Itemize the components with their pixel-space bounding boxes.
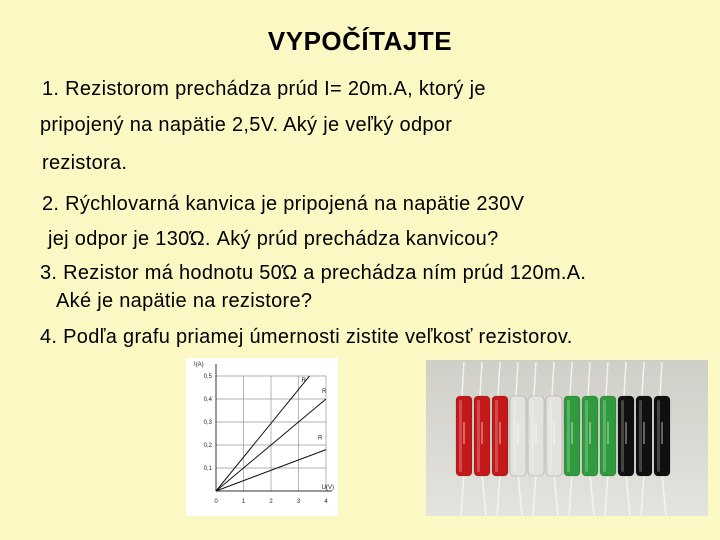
resistor-marking <box>535 422 537 444</box>
y-axis-label: I(A) <box>194 362 204 368</box>
series-label: R <box>301 378 306 384</box>
resistor-marking <box>463 422 465 444</box>
resistors-photo <box>426 360 708 516</box>
chart-svg <box>186 358 338 516</box>
task-2-line-1: 2. Rýchlovarná kanvica je pripojená na napätie 230V <box>42 193 525 215</box>
task-1-line-2: pripojený na napätie 2,5V. Aký je veľký odpor <box>40 114 453 136</box>
resistor-highlight <box>549 400 552 472</box>
task-3-line-1: 3. Rezistor má hodnotu 50Ώ a prechádza ním prúd 120m.A. <box>40 262 587 284</box>
resistors-photo-svg <box>426 360 708 516</box>
resistor-highlight <box>639 400 642 472</box>
task-1-line-1: 1. Rezistorom prechádza prúd I= 20m.A, ktorý je <box>42 78 486 100</box>
y-tick-label: 0,4 <box>203 397 212 403</box>
ohm-law-graph <box>186 358 338 516</box>
resistor-marking <box>643 422 645 444</box>
y-tick-label: 0,5 <box>203 374 212 380</box>
resistor-marking <box>607 422 609 444</box>
page-title: VYPOČÍTAJTE <box>267 26 453 56</box>
x-axis-label: U(V) <box>321 485 334 491</box>
resistor-marking <box>571 422 573 444</box>
resistor-highlight <box>477 400 480 472</box>
resistor-marking <box>499 422 501 444</box>
x-tick-label: 4 <box>324 499 328 505</box>
x-tick-label: 0 <box>214 499 218 505</box>
resistor-marking <box>625 422 627 444</box>
x-tick-label: 1 <box>241 499 246 505</box>
resistor-highlight <box>567 400 570 472</box>
resistor-marking <box>517 422 519 444</box>
resistor-marking <box>553 422 555 444</box>
resistor-highlight <box>459 400 462 472</box>
x-tick-label: 3 <box>296 499 301 505</box>
resistor-highlight <box>513 400 516 472</box>
resistor-marking <box>481 422 483 444</box>
task-3-line-2: Aké je napätie na rezistore? <box>56 290 313 312</box>
series-label: R <box>322 389 327 395</box>
resistor-marking <box>661 422 663 444</box>
y-tick-label: 0,1 <box>203 466 212 472</box>
resistor-highlight <box>585 400 588 472</box>
task-4-line-1: 4. Podľa grafu priamej úmernosti zistite veľkosť rezistorov. <box>40 326 573 348</box>
resistor-highlight <box>495 400 498 472</box>
y-tick-label: 0,2 <box>203 443 212 449</box>
resistor-highlight <box>657 400 660 472</box>
resistor-marking <box>589 422 591 444</box>
task-2-line-2: jej odpor je 130Ώ. Aký prúd prechádza kanvicou? <box>48 228 499 250</box>
x-tick-label: 2 <box>269 499 273 505</box>
resistor-highlight <box>603 400 606 472</box>
resistor-highlight <box>531 400 534 472</box>
series-label: R <box>318 435 323 442</box>
resistor-highlight <box>621 400 624 472</box>
y-tick-label: 0,3 <box>203 420 212 426</box>
task-1-line-3: rezistora. <box>42 152 128 174</box>
